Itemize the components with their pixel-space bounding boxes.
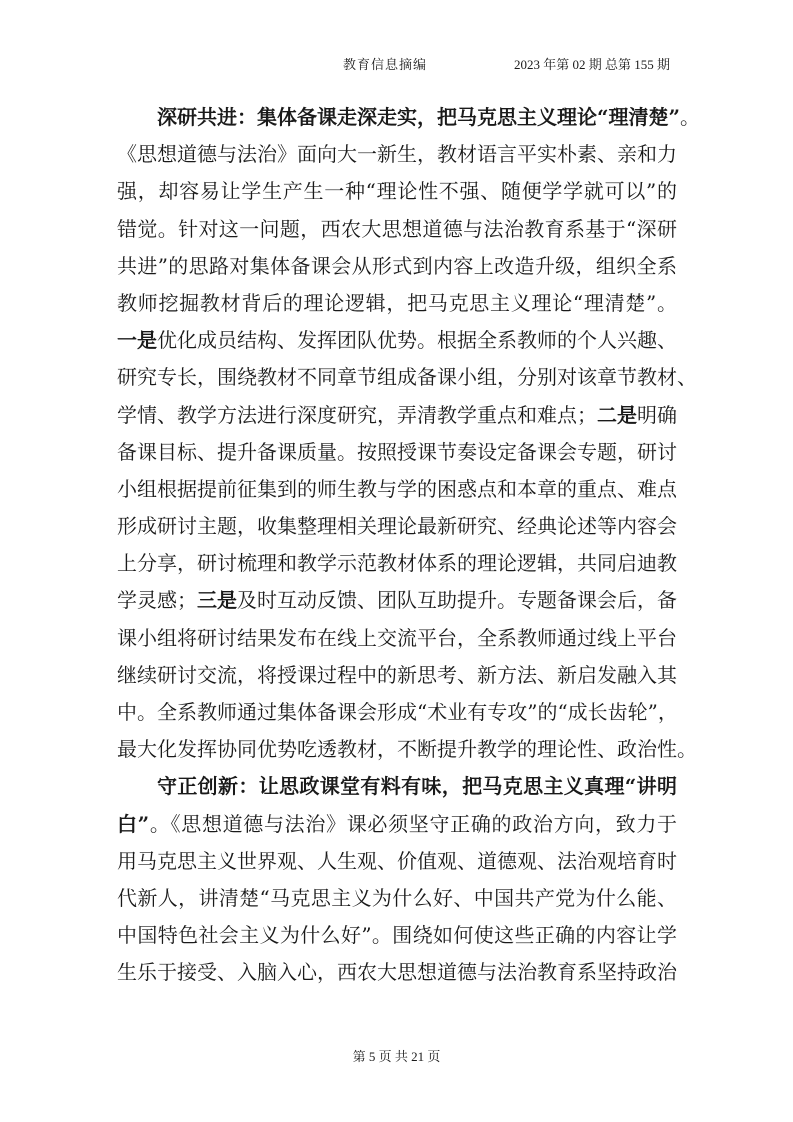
text-run: 及时互动反馈、团队互助提升。专题备课会后，备 [237, 588, 677, 613]
text-line [117, 694, 677, 731]
text-line [117, 285, 677, 322]
text-line [117, 917, 677, 954]
text-line [117, 248, 677, 285]
text-line [117, 582, 677, 619]
bold-text: 一是 [117, 328, 157, 353]
text-line [117, 768, 677, 805]
text-line [117, 880, 677, 917]
text-run: 小组根据提前征集到的师生教与学的困惑点和本章的重点、难点 [117, 476, 677, 501]
page-number: 第 5 页 共 21 页 [352, 1049, 441, 1064]
text-line [117, 620, 677, 657]
text-line [117, 359, 697, 396]
page-footer [0, 1046, 793, 1065]
issue-number: 2023 年第 02 期 总第 155 期 [514, 57, 671, 72]
text-run: 中国特色社会主义为什么好”。围绕如何使这些正确的内容让学 [117, 923, 677, 948]
text-run: 课小组将研讨结果发布在线上交流平台，全系教师通过线上平台 [117, 625, 677, 650]
publication-name: 教育信息摘编 [343, 57, 428, 72]
text-run: 继续研讨交流，将授课过程中的新思考、新方法、新启发融入其 [117, 662, 677, 687]
text-run: 上分享，研讨梳理和教学示范教材体系的理论逻辑，共同启迪教 [117, 551, 677, 576]
page-header [0, 54, 793, 74]
text-line [117, 136, 677, 173]
article-body [117, 99, 701, 992]
text-line [117, 99, 701, 136]
text-run: 。 [680, 105, 701, 129]
paragraph [117, 768, 677, 991]
text-line [117, 211, 677, 248]
text-line [117, 434, 677, 471]
text-run: 备课目标、提升备课质量。按照授课节奏设定备课会专题，研讨 [117, 439, 677, 464]
text-line [117, 322, 677, 359]
text-line [117, 731, 697, 768]
text-run: 学情、教学方法进行深度研究，弄清教学重点和难点； [117, 402, 597, 427]
text-line [117, 843, 677, 880]
text-line [117, 954, 677, 991]
text-run: 优化成员结构、发挥团队优势。根据全系教师的个人兴趣、 [157, 328, 677, 353]
text-run: 形成研讨主题，收集整理相关理论最新研究、经典论述等内容会 [117, 514, 677, 539]
text-line [117, 545, 677, 582]
text-line [117, 471, 677, 508]
text-run: 最大化发挥协同优势吃透教材，不断提升教学的理论性、政治性。 [117, 737, 697, 762]
text-line [117, 508, 677, 545]
text-line [117, 397, 677, 434]
bold-text: 白” [117, 811, 150, 836]
text-run: 教师挖掘教材背后的理论逻辑，把马克思主义理论“理清楚”。 [117, 290, 677, 315]
text-line [117, 657, 677, 694]
text-run: 代新人，讲清楚“马克思主义为什么好、中国共产党为什么能、 [117, 885, 677, 910]
text-run: 错觉。针对这一问题，西农大思想道德与法治教育系基于“深研 [117, 216, 677, 241]
text-run: 用马克思主义世界观、人生观、价值观、道德观、法治观培育时 [117, 848, 677, 873]
paragraph [117, 99, 701, 768]
text-run: 中。全系教师通过集体备课会形成“术业有专攻”的“成长齿轮”， [117, 700, 678, 724]
text-run: 学灵感； [117, 588, 197, 613]
text-run: 共进”的思路对集体备课会从形式到内容上改造升级，组织全系 [117, 253, 677, 278]
text-line [117, 806, 677, 843]
text-run: 研究专长，围绕教材不同章节组成备课小组，分别对该章节教材、 [117, 365, 697, 390]
text-run: 生乐于接受、入脑入心，西农大思想道德与法治教育系坚持政治 [117, 960, 677, 985]
text-run: 。《思想道德与法治》课必须坚守正确的政治方向，致力于 [149, 811, 678, 836]
text-run: 《思想道德与法治》面向大一新生，教材语言平实朴素、亲和力 [117, 142, 677, 167]
bold-text: 守正创新：让思政课堂有料有味，把马克思主义真理“讲明 [157, 774, 677, 799]
text-run: 明确 [637, 402, 677, 427]
text-run: 强，却容易让学生产生一种“理论性不强、随便学学就可以”的 [117, 179, 677, 204]
bold-text: 三是 [197, 588, 237, 613]
bold-text: 深研共进：集体备课走深走实，把马克思主义理论“理清楚” [157, 105, 681, 129]
bold-text: 二是 [597, 402, 637, 427]
text-line [117, 173, 677, 210]
